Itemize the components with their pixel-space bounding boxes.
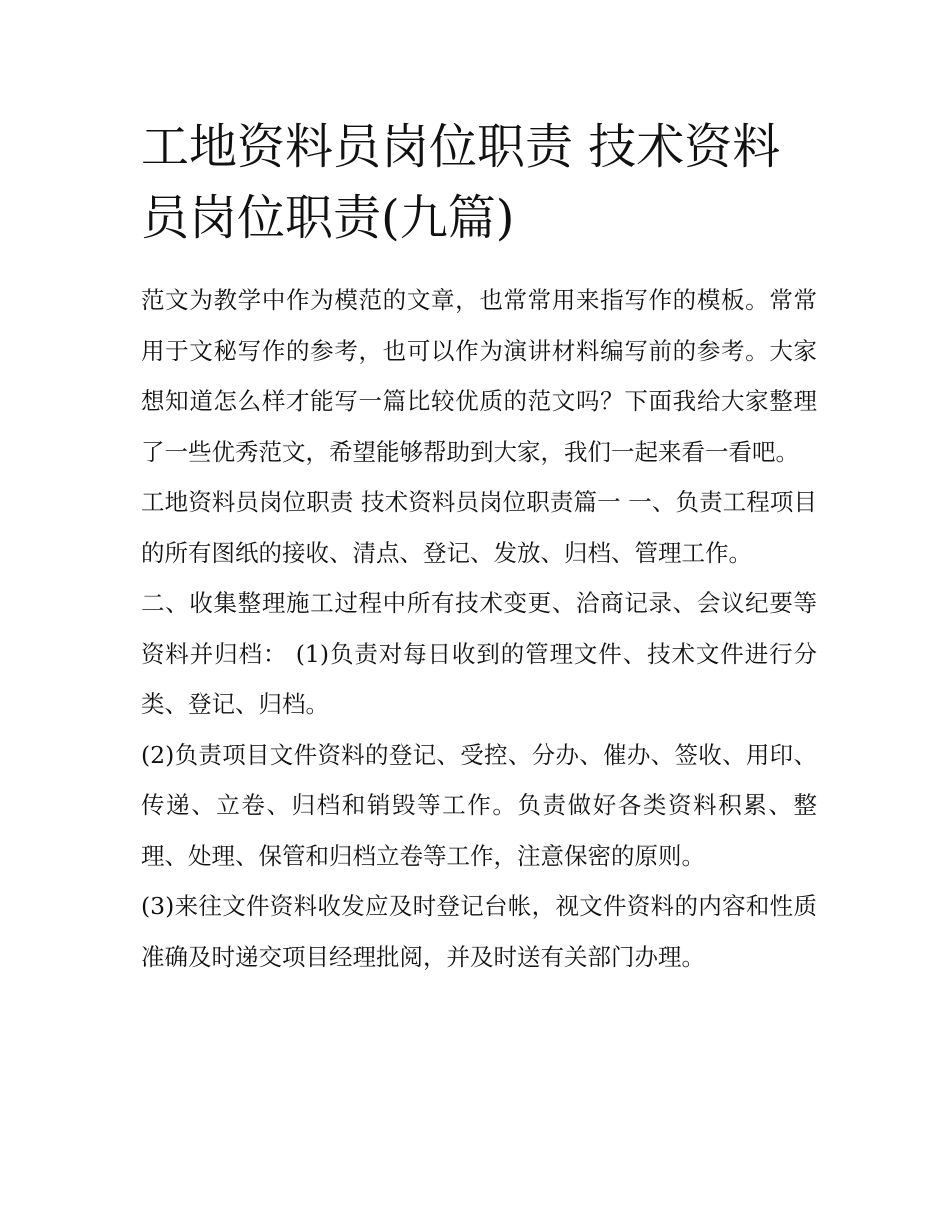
paragraph-item-two: (2)负责项目文件资料的登记、受控、分办、催办、签收、用印、传递、立卷、归档和销毁等工作。负责做好各类资料积累、整理、处理、保管和归档立卷等工作，注意保密的原则。 (141, 740, 817, 870)
paragraph-item-three: (3)来往文件资料收发应及时登记台帐，视文件资料的内容和性质准确及时递交项目经理批阅，并及时送有关部门办理。 (141, 892, 817, 971)
paragraph-section-one: 工地资料员岗位职责 技术资料员岗位职责篇一 一、负责工程项目的所有图纸的接收、清点、登记、发放、归档、管理工作。 (141, 488, 817, 567)
document-title: 工地资料员岗位职责 技术资料员岗位职责(九篇) (141, 119, 781, 246)
document-body (141, 275, 817, 982)
paragraph-section-two: 二、收集整理施工过程中所有技术变更、洽商记录、会议纪要等资料并归档： (1)负责对每日收到的管理文件、技术文件进行分类、登记、归档。 (141, 589, 817, 718)
document-content (141, 112, 817, 982)
paragraph-intro: 范文为教学中作为模范的文章，也常常用来指写作的模板。常常用于文秘写作的参考，也可以作为演讲材料编写前的参考。大家想知道怎么样才能写一篇比较优质的范文吗？下面我给大家整理了一些优秀范文，希望能够帮助到大家，我们一起来看一看吧。 (141, 286, 817, 466)
